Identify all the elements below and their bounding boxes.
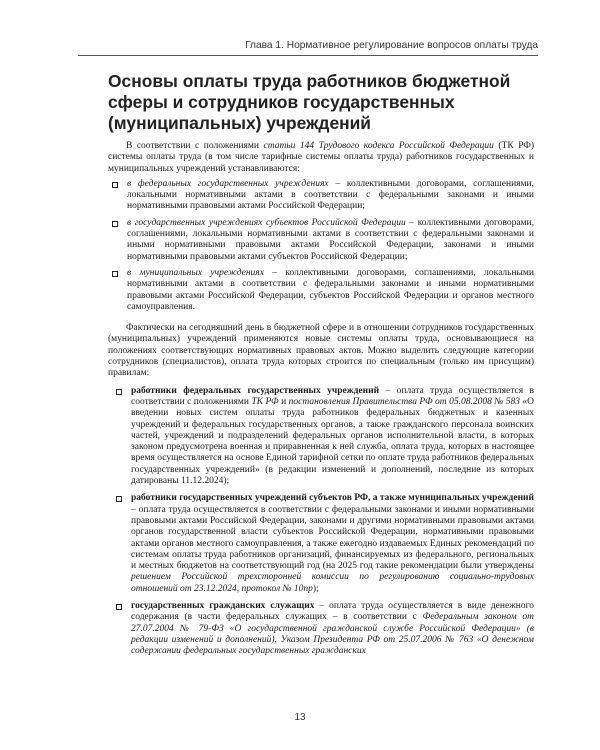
list-item-body: – оплата труда осуществляется в виде денежного содержания (в части федеральных служащих – в соответствии с <box>131 600 534 623</box>
list-item-text <box>131 601 534 657</box>
list-item-body: «О введении новых систем оплаты труда работников федеральных бюджетных и казенных учреждений и федеральных государственных органов, а также гражданского персонала воинских частей, учреждений и подразделений федеральных органов исполнительной власти, в которых законом предусмотрена военная и приравненная к ней служба, оплата труда, которых в настоящее время осуществляется на основе Единой тарифной сетки по оплате труда работников федеральных государственных учреждений» (в редакции изменений и дополнений, последние из которых датированы 11.12.2024); <box>131 396 534 487</box>
body-text <box>108 141 534 663</box>
list-item <box>108 386 534 488</box>
law-reference: решением Российской трехсторонней комиссии по регулированию социально-трудовых отношений от 23.12.2024, протокол № 10пр <box>131 572 534 594</box>
list-item-body: и <box>278 396 289 407</box>
list-item-subject: в государственных учреждениях субъектов Российской Федерации <box>127 217 406 228</box>
intro-paragraph <box>108 141 534 175</box>
list-item-body: – коллективными договорами, соглашениями, локальными нормативными актами в соответствии с федеральными законами и иными нормативными правовыми актами Российской Федерации; <box>127 178 534 212</box>
list-item-text <box>127 218 534 263</box>
list-item-body: – оплата труда осуществляется в соответствии с положениями <box>131 385 534 407</box>
list-item-body: – оплата труда осуществляется в соответствии с федеральными законами и иными нормативными правовыми актами Российской Федерации, законами и другими нормативными правовыми актами органов государственной власти субъектов Российской Федерации, нормативными правовыми актами органов местного самоуправления, а также ежегодно издаваемых Единых рекомендаций по системам оплаты труда работников организаций, финансируемых из федерального, региональных и местных бюджетов на соответствующий год (на 2025 год такие рекомендации были утверждены <box>131 504 534 572</box>
intro-text-rest: (ТК РФ) системы оплаты труда (в том числе тарифные системы оплаты труда) работников государственных и муниципальных учреждений устанавливаются: <box>108 141 534 174</box>
list-item-text <box>127 179 534 213</box>
list-item-body: – коллективными договорами, соглашениями, локальными нормативными актами в соответствии с федеральными законами и иными нормативными правовыми актами Российской Федерации, законами и иными нормативными правовыми актами субъектов Российской Федерации; <box>127 217 535 262</box>
list-item-heading: работники федеральных государственных учреждений <box>131 385 380 396</box>
list-item-text <box>127 268 534 313</box>
checkbox-bullet-icon <box>116 389 122 395</box>
list-item-body: , <box>274 634 281 645</box>
list-item-subject: в муниципальных учреждениях <box>127 267 264 278</box>
running-header: Глава 1. Нормативное регулирование вопросов оплаты труда <box>245 40 538 51</box>
header-rule <box>78 55 538 56</box>
intro-text: В соответствии с положениями <box>126 141 264 151</box>
list-item-subject: в федеральных государственных учреждениях <box>127 178 329 189</box>
list-item <box>108 268 534 313</box>
list-item-body: – коллективными договорами, соглашениями, локальными нормативными актами в соответствии с федеральными законами и иными нормативными правовыми актами Российской Федерации, субъектов Российской Федерации и органов местного самоуправления. <box>127 267 535 312</box>
page-number: 13 <box>294 712 306 723</box>
list-item-heading: работники государственных учреждений субъектов РФ, а также муниципальных учреждений <box>131 493 534 504</box>
checkbox-bullet-icon <box>116 496 122 502</box>
list-item-text <box>131 493 534 595</box>
list-item <box>108 179 534 213</box>
checkbox-bullet-icon <box>112 182 118 188</box>
law-reference: Указом Президента РФ от 25.07.2006 № 763 «О денежном содержании федеральных государственных гражданских <box>131 634 534 657</box>
list-item-text <box>131 386 534 488</box>
checkbox-bullet-icon <box>112 271 118 277</box>
law-reference: постановления Правительства РФ от 05.08.2008 № 583 <box>288 396 520 407</box>
list-item-heading: государственных гражданских служащих <box>131 600 315 611</box>
list-item-body: ); <box>312 583 319 594</box>
section-title: Основы оплаты труда работников бюджетной сферы и сотрудников государственных (муниципальных) учреждений <box>108 71 511 133</box>
list-item <box>108 493 534 595</box>
list-item <box>108 218 534 263</box>
law-reference: Федеральным законом от 27.07.2004 № 79-ФЗ «О государственной гражданской службе Российской Федерации» (в редакции изменений и дополнений) <box>131 612 534 645</box>
second-paragraph: Фактически на сегодняшний день в бюджетной сфере и в отношении сотрудников государственных (муниципальных) учреждений применяются новые системы оплаты труда, основывающиеся на положениях соответствующих нормативных правовых актов. Можно выделить следующие категории сотрудников (специалистов), оплата труда которых строится по специальным (только им присущим) правилам: <box>108 323 534 379</box>
law-reference: ТК РФ <box>251 396 279 407</box>
checkbox-bullet-icon <box>116 604 122 610</box>
intro-law-reference: статьи 144 Трудового кодекса Российской Федерации <box>263 141 494 151</box>
checkbox-bullet-icon <box>112 221 118 227</box>
list-item <box>108 601 534 657</box>
